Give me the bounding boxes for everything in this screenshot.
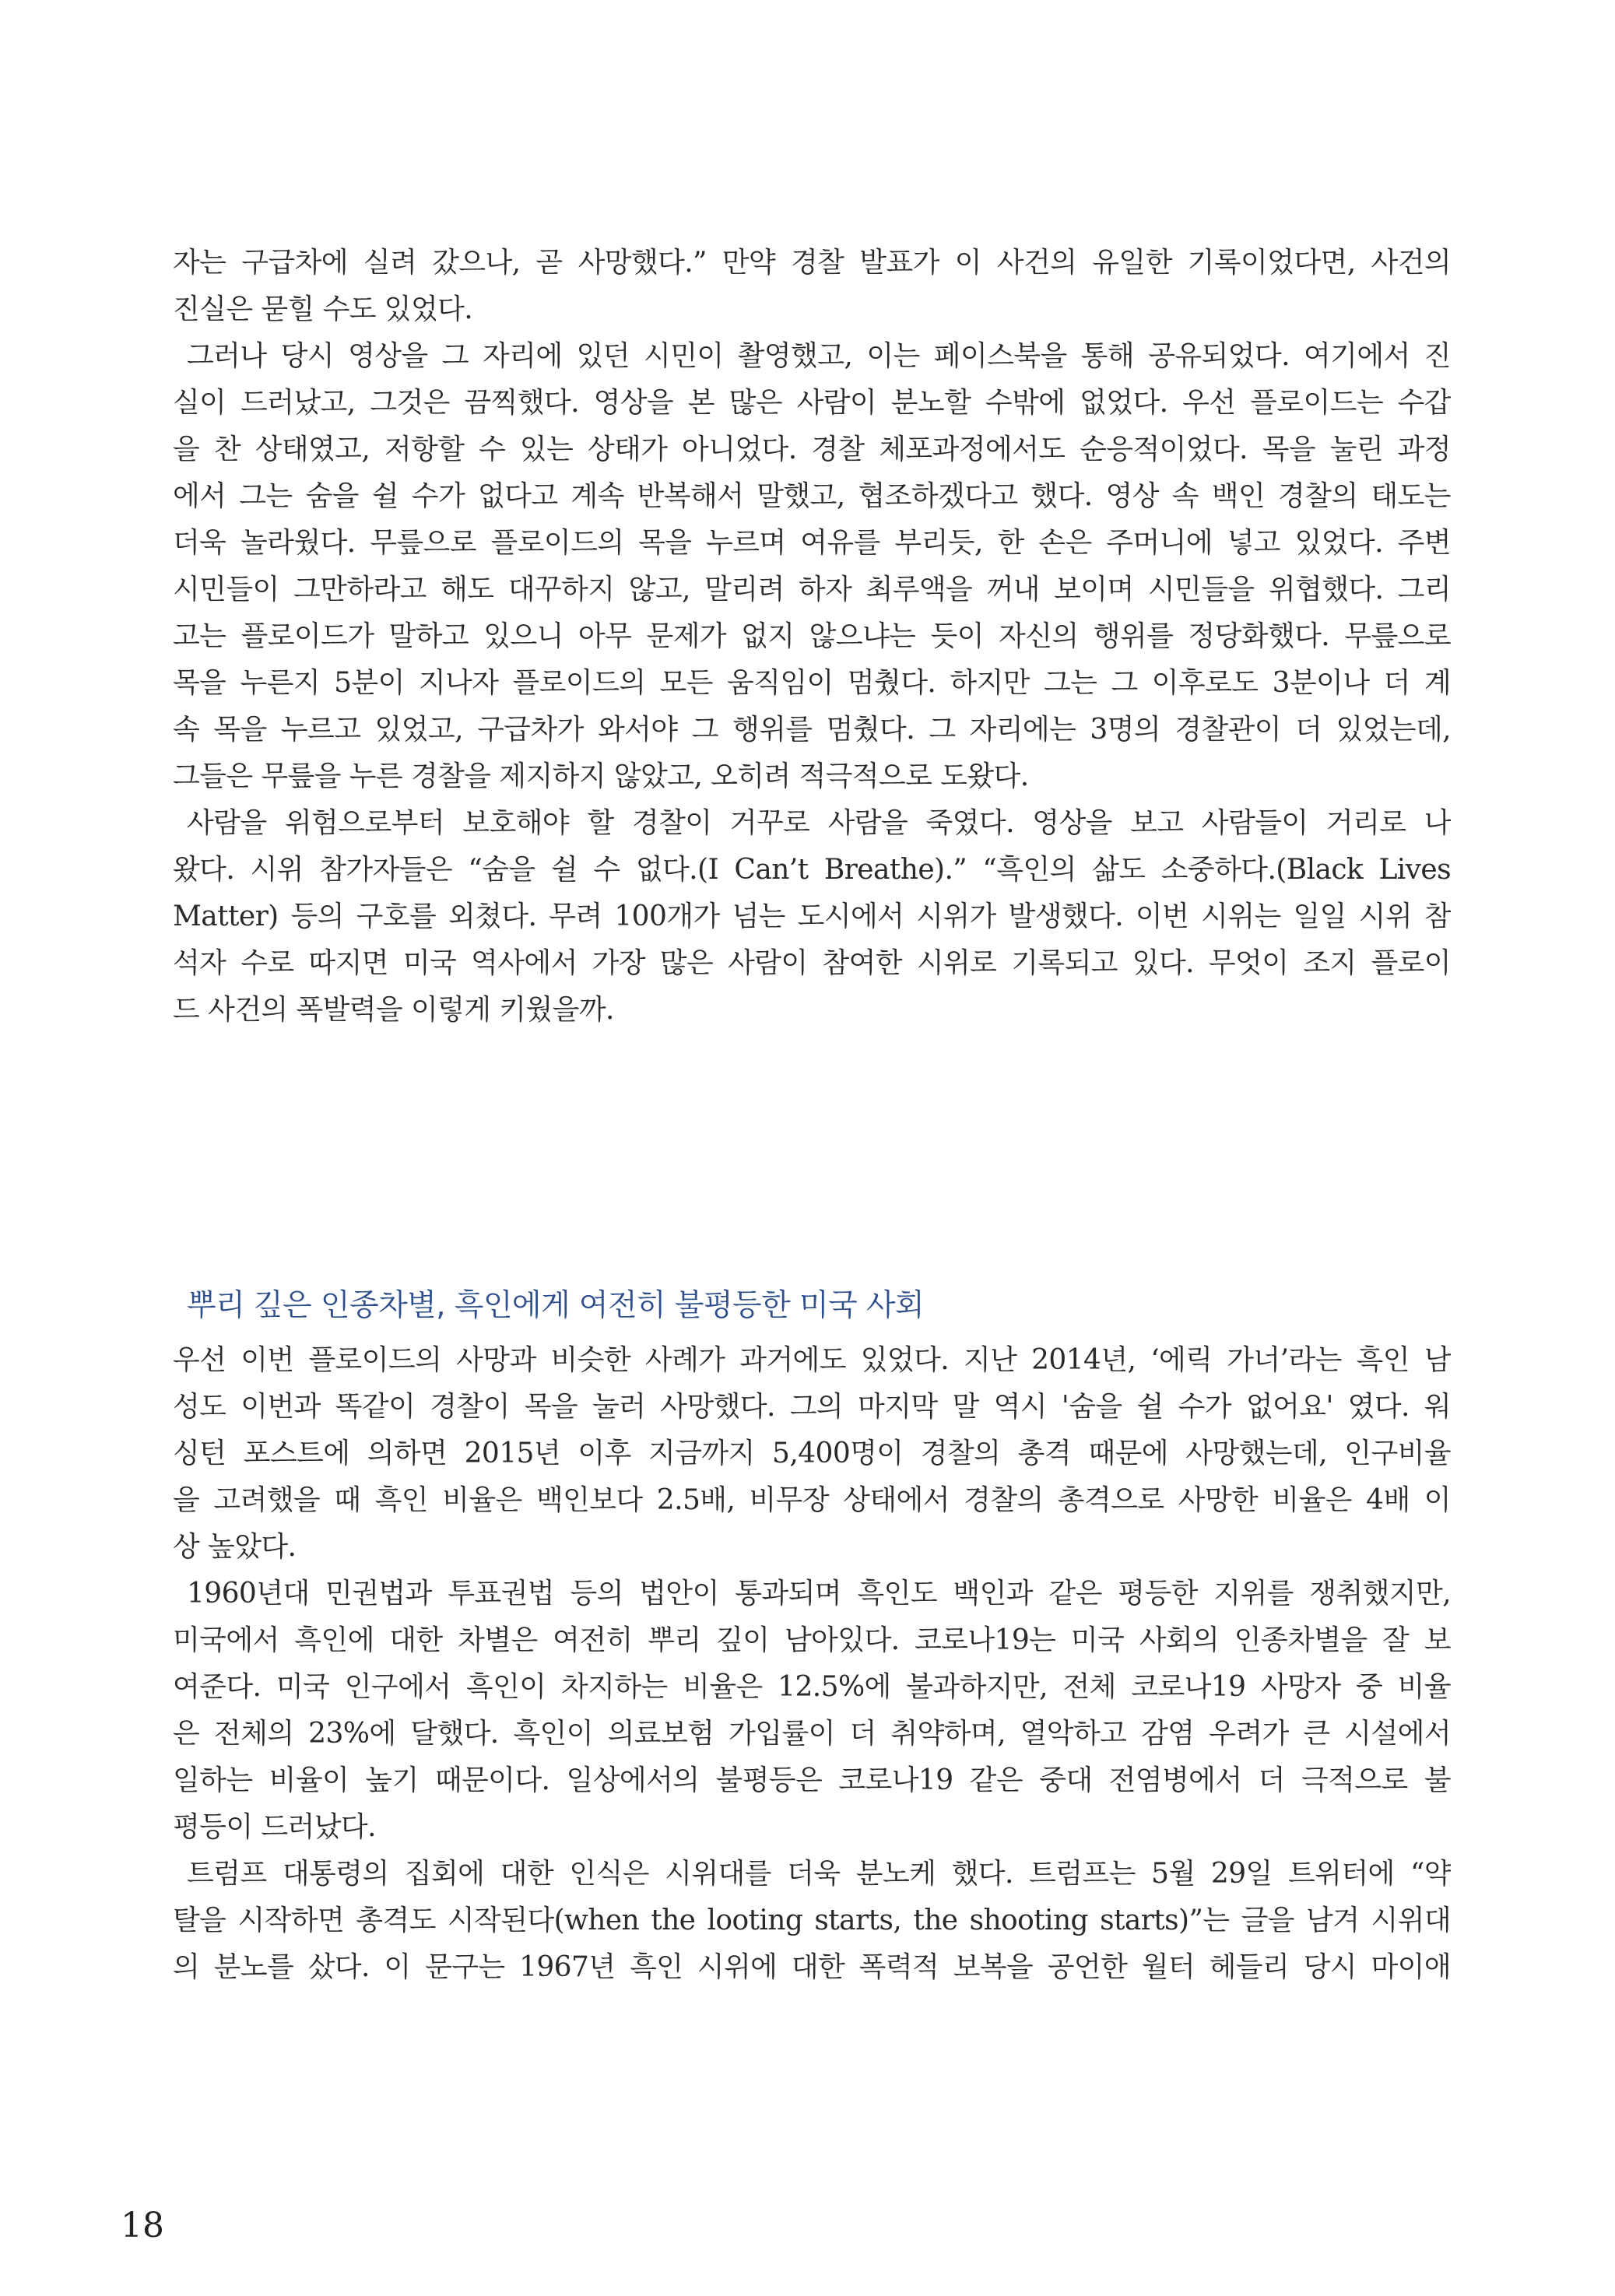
text-line: 그러나 당시 영상을 그 자리에 있던 시민이 촬영했고, 이는 페이스북을 통해 공유되었다. 여기에서 진 (187, 340, 1451, 372)
text-line: 싱턴 포스트에 의하면 2015년 이후 지금까지 5,400명이 경찰의 총격 때문에 사망했는데, 인구비율 (173, 1438, 1451, 1469)
text-line: 은 전체의 23%에 달했다. 흑인이 의료보험 가입률이 더 취약하며, 열악하고 감염 우려가 큰 시설에서 (173, 1718, 1451, 1750)
text-line: 을 고려했을 때 흑인 비율은 백인보다 2.5배, 비무장 상태에서 경찰의 총격으로 사망한 비율은 4배 이 (173, 1484, 1451, 1516)
text-line: 일하는 비율이 높기 때문이다. 일상에서의 불평등은 코로나19 같은 중대 전염병에서 더 극적으로 불 (173, 1764, 1451, 1796)
text-line: 왔다. 시위 참가자들은 “숨을 쉴 수 없다.(I Can’t Breathe).” “흑인의 삶도 소중하다.(Black Lives (173, 854, 1451, 886)
text-line: 트럼프 대통령의 집회에 대한 인식은 시위대를 더욱 분노케 했다. 트럼프는 5월 29일 트위터에 “약 (187, 1858, 1451, 1890)
text-line: 여준다. 미국 인구에서 흑인이 차지하는 비율은 12.5%에 불과하지만, 전체 코로나19 사망자 중 비율 (173, 1671, 1451, 1703)
text-line: 그들은 무릎을 누른 경찰을 제지하지 않았고, 오히려 적극적으로 도왔다. (173, 760, 1029, 792)
body-text-block-1 (173, 240, 1451, 1034)
text-line: 시민들이 그만하라고 해도 대꾸하지 않고, 말리려 하자 최루액을 꺼내 보이며 시민들을 위협했다. 그리 (173, 574, 1451, 606)
text-line: 목을 누른지 5분이 지나자 플로이드의 모든 움직임이 멈췄다. 하지만 그는 그 이후로도 3분이나 더 계 (173, 667, 1451, 699)
text-line: 고는 플로이드가 말하고 있으니 아무 문제가 없지 않으냐는 듯이 자신의 행위를 정당화했다. 무릎으로 (173, 620, 1451, 652)
text-line: 1960년대 민권법과 투표권법 등의 법안이 통과되며 흑인도 백인과 같은 평등한 지위를 쟁취했지만, (187, 1578, 1451, 1610)
text-line: 자는 구급차에 실려 갔으나, 곧 사망했다.” 만약 경찰 발표가 이 사건의 유일한 기록이었다면, 사건의 (173, 247, 1451, 279)
section-heading: 뿌리 깊은 인종차별, 흑인에게 여전히 불평등한 미국 사회 (187, 1288, 925, 1323)
body-text-block-2 (173, 1337, 1451, 1991)
text-line: 탈을 시작하면 총격도 시작된다(when the looting starts, the shooting starts)”는 글을 남겨 시위대 (173, 1905, 1451, 1936)
text-line: 석자 수로 따지면 미국 역사에서 가장 많은 사람이 참여한 시위로 기록되고 있다. 무엇이 조지 플로이 (173, 947, 1451, 979)
text-line: 을 찬 상태였고, 저항할 수 있는 상태가 아니었다. 경찰 체포과정에서도 순응적이었다. 목을 눌린 과정 (173, 434, 1451, 465)
text-line: 미국에서 흑인에 대한 차별은 여전히 뿌리 깊이 남아있다. 코로나19는 미국 사회의 인종차별을 잘 보 (173, 1624, 1451, 1656)
text-line: 의 분노를 샀다. 이 문구는 1967년 흑인 시위에 대한 폭력적 보복을 공언한 월터 헤들리 당시 마이애 (173, 1951, 1451, 1983)
text-line: 성도 이번과 똑같이 경찰이 목을 눌러 사망했다. 그의 마지막 말 역시 '숨을 쉴 수가 없어요' 였다. 워 (173, 1391, 1451, 1423)
page-number: 18 (121, 2206, 164, 2245)
text-line: 실이 드러났고, 그것은 끔찍했다. 영상을 본 많은 사람이 분노할 수밖에 없었다. 우선 플로이드는 수갑 (173, 387, 1451, 419)
text-line: 상 높았다. (173, 1531, 297, 1563)
text-line: 사람을 위험으로부터 보호해야 할 경찰이 거꾸로 사람을 죽였다. 영상을 보고 사람들이 거리로 나 (187, 807, 1451, 839)
text-line: 평등이 드러났다. (173, 1811, 376, 1843)
text-line: 에서 그는 숨을 쉴 수가 없다고 계속 반복해서 말했고, 협조하겠다고 했다. 영상 속 백인 경찰의 태도는 (173, 480, 1451, 512)
text-line: 속 목을 누르고 있었고, 구급차가 와서야 그 행위를 멈췄다. 그 자리에는 3명의 경찰관이 더 있었는데, (173, 714, 1451, 746)
text-line: 진실은 묻힐 수도 있었다. (173, 293, 473, 325)
text-line: 더욱 놀라웠다. 무릎으로 플로이드의 목을 누르며 여유를 부리듯, 한 손은 주머니에 넣고 있었다. 주변 (173, 527, 1451, 559)
text-line: Matter) 등의 구호를 외쳤다. 무려 100개가 넘는 도시에서 시위가 발생했다. 이번 시위는 일일 시위 참 (173, 900, 1451, 932)
text-line: 우선 이번 플로이드의 사망과 비슷한 사례가 과거에도 있었다. 지난 2014년, ‘에릭 가너’라는 흑인 남 (173, 1344, 1451, 1376)
text-line: 드 사건의 폭발력을 이렇게 키웠을까. (173, 994, 614, 1026)
